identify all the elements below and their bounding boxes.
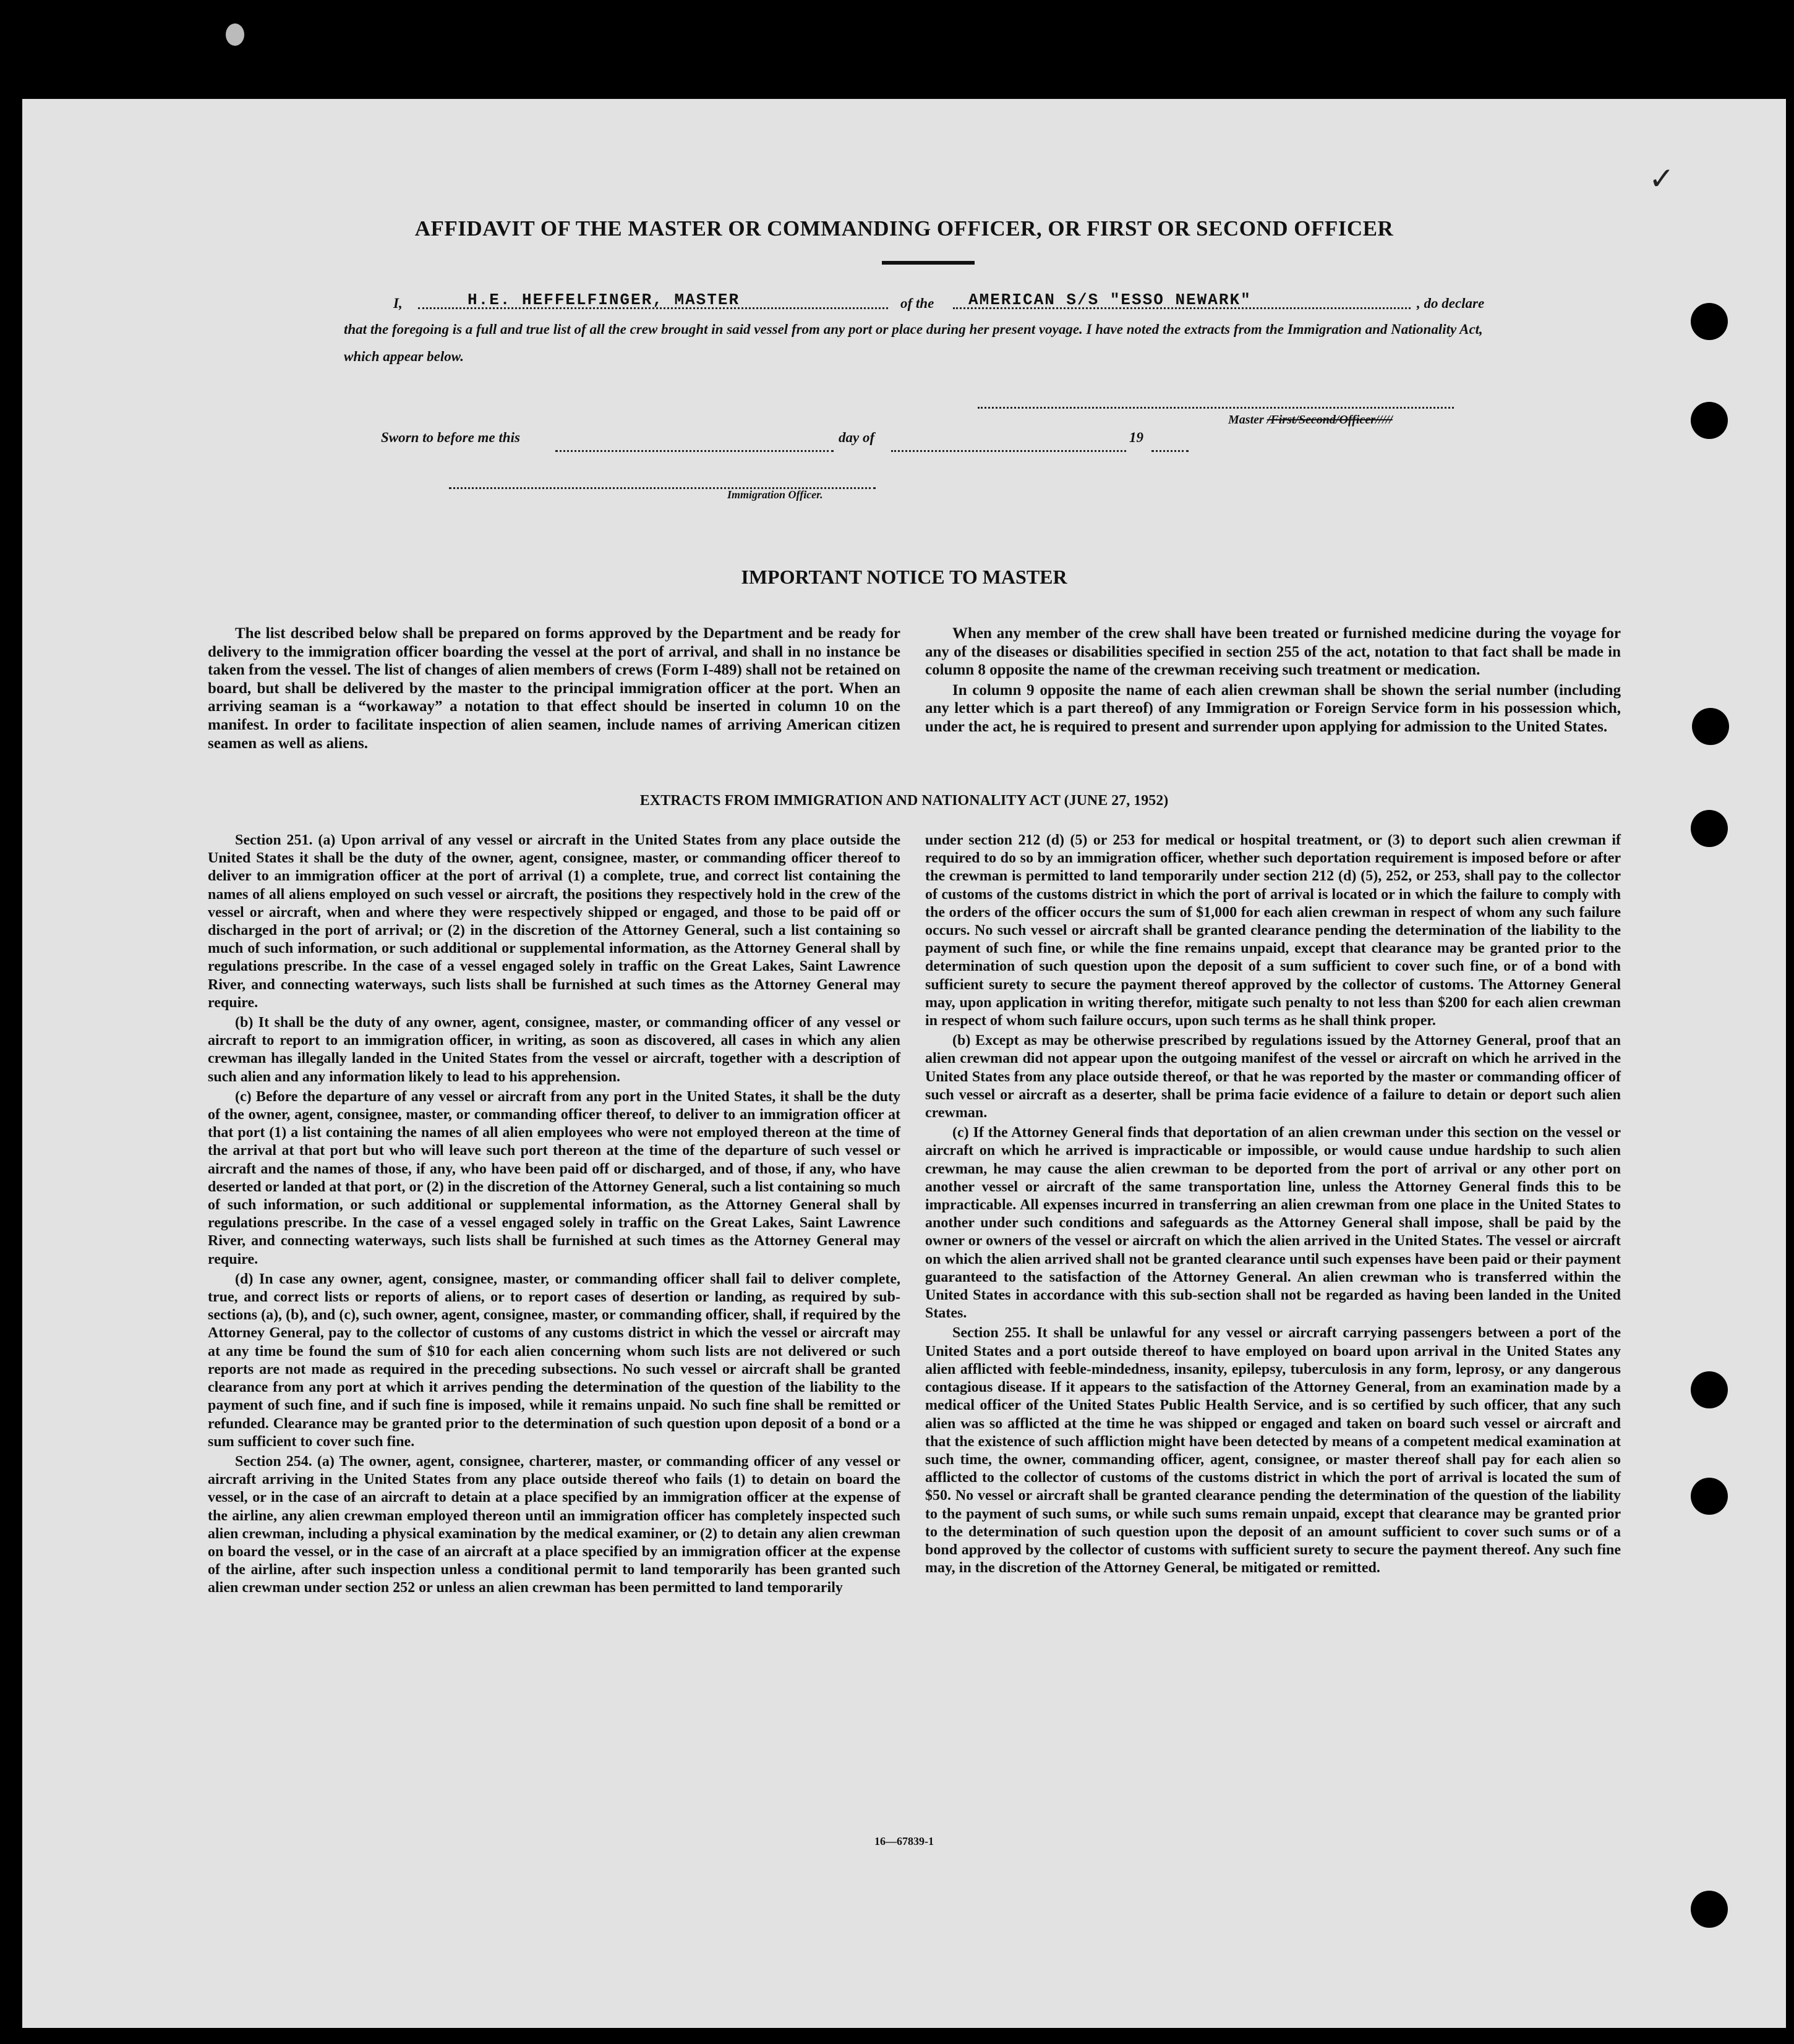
sworn-label: Sworn to before me this [381,430,520,445]
punch-hole-2 [1691,402,1728,439]
notice-heading: IMPORTANT NOTICE TO MASTER [741,566,1067,588]
extracts-left-column [208,832,900,1599]
extract-left-paragraph-5: Section 254. (a) The owner, agent, consignee, charterer, master, or commanding officer of any vessel or aircraft arriving in the United States from any place outside thereof who fails (1) to detain on board the vessel, or in the case of an aircraft to detain at a place specified by an immigration officer at the expense of the airline, any alien crewman employed thereon until an immigration officer has completely inspected such alien crewman, including a physical examination by the medical examiner, or (2) to detain any alien crewman on board the vessel, or in the case of an aircraft at a place specified by an immigration officer at the expense of the airline, after such inspection unless a conditional permit to land temporarily has been granted such alien crewman under section 252 or unless an alien crewman has been permitted to land temporarily [208,1453,900,1596]
immigration-officer-dotted-line [449,476,876,489]
pencil-check-mark: ✓ [1649,161,1675,196]
form-page [22,99,1786,2028]
name-field-value: H.E. HEFFELFINGER, MASTER [468,291,740,309]
signature-label [1228,413,1393,427]
punch-hole-3 [1692,708,1729,745]
declaration-line [344,287,1488,320]
extract-left-paragraph-2: (b) It shall be the duty of any owner, agent, consignee, master, or commanding officer of any vessel or aircraft to report to an immigration officer, in writing, as soon as discovered, all cases in which any alien crewman has illegally landed in the United States from the vessel or aircraft, together with a description of such alien and any information likely to lead to his apprehension. [208,1015,900,1085]
extracts-heading: EXTRACTS FROM IMMIGRATION AND NATIONALITY ACT (JUNE 27, 1952) [639,793,1169,809]
do-declare-label: , do declare [1417,296,1485,311]
immigration-officer-label: Immigration Officer. [727,488,823,501]
title-underline [882,261,975,265]
extract-right-paragraph-4: Section 255. It shall be unlawful for any vessel or aircraft carrying passengers between a port of the United States and a port outside thereof to have employed on board upon arrival in the United States any alien afflicted with feeble-mindedness, insanity, epilepsy, tuberculosis in any form, leprosy, or any dangerous contagious disease. If it appears to the satisfaction of the Attorney General, from an examination made by a medical officer of the United States Public Health Service, and is so certified by such officer, that any such alien was so afflicted at the time he was shipped or engaged and taken on board such vessel or aircraft and that the existence of such affliction might have been detected by means of a competent medical examination at such time, the owner, commanding officer, agent, consignee, or master thereof shall pay for each alien so afflicted to the collector of customs of the customs district in which the port of arrival is located the sum of $50. No vessel or aircraft shall be granted clearance pending the determination of the question of the liability to the payment of such sums, or while such sums remain unpaid, except that clearance may be granted prior to the determination of such question upon the deposit of an amount sufficient to cover such sums or of a bond approved by the collector of customs with sufficient surety to secure the payment thereof. Any such fine may, in the discretion of the Attorney General, be mitigated or remitted. [925,1325,1621,1577]
declaration-block [344,287,1488,370]
notice-right-paragraph-2: In column 9 opposite the name of each alien crewman shall be shown the serial number (including any letter which is a part thereof) of any Immigration or Foreign Service form in his possession which, under the act, he is required to present and surrender upon applying for admission to the United States. [925,681,1621,735]
declaration-body: that the foregoing is a full and true list of all the crew brought in said vessel from any port or place during her present voyage. I have noted the extracts from the Immigration and Nationality Act, which appear below. [344,322,1483,364]
extract-left-paragraph-4: (d) In case any owner, agent, consignee, master, or commanding officer shall fail to deliver complete, true, and correct lists or reports of aliens, or to report cases of desertion or landing, as required by sub-sections (a), (b), and (c), such owner, agent, consignee, master, or commanding officer, shall, if required by the Attorney General, pay to the collector of customs of any customs district in which the vessel or aircraft may at any time be found the sum of $10 for each alien concerning whom such lists are not delivered or such reports are not made as required in the preceding subsections. No such vessel or aircraft shall be granted clearance from any port at which it arrives pending the determination of the question of the liability to the payment of such fine, and if such fine is imposed, while it remains unpaid. No such fine shall be remitted or refunded. Clearance may be granted prior to the determination of such question upon deposit of a bond or a sum sufficient to cover such fine. [208,1271,900,1450]
notice-left-column [208,624,900,754]
struck-through-officer-text: /First/Second/Officer///// [1266,413,1393,427]
punch-hole-6 [1691,1478,1728,1515]
sworn-line [381,430,520,446]
month-dotted-line [891,439,1126,452]
extract-right-paragraph-2: (b) Except as may be otherwise prescribed by regulations issued by the Attorney General, proof that an alien crewman did not appear upon the outgoing manifest of the vessel or aircraft on which he arrived in the United States from any place outside thereof, or that he was reported by the master or commanding officer of such vessel or aircraft as a deserter, shall be prima facie evidence of a failure to detain or deport such alien crewman. [925,1033,1621,1122]
i-label: I, [393,296,403,311]
notice-left-paragraph: The list described below shall be prepared on forms approved by the Department and be ready for delivery to the immigration officer boarding the vessel at the port of arrival, and shall in no instance be taken from the vessel. The list of changes of alien members of crews (Form I-489) shall not be retained on board, but shall be delivered by the master to the principal immigration officer at the port. When an arriving seaman is a “workaway” a notation to that effect should be inserted in column 10 on the manifest. In order to facilitate inspection of alien seamen, include names of arriving American citizen seamen as well as aliens. [208,625,900,752]
signature-master-text: Master [1228,413,1264,427]
year-dotted-line [1151,439,1189,452]
extract-right-paragraph-3: (c) If the Attorney General finds that deportation of an alien crewman under this section on the vessel or aircraft on which he arrived is impracticable or impossible, or would cause undue hardship to such alien crewman, he may cause the alien crewman to be deported from the port of arrival or any other port on another vessel or aircraft of the same transportation line, unless the Attorney General finds this to be impracticable. All expenses incurred in transferring an alien crewman from one place in the United States to another under such conditions and safeguards as the Attorney General shall impose, shall be paid by the owner or owners of the vessel or aircraft on which the alien arrived in the United States. The vessel or aircraft on which the alien arrived shall not be granted clearance until such expenses have been paid or their payment guaranteed to the satisfaction of the Attorney General. An alien crewman who is transferred within the United States in accordance with this sub-section shall not be regarded as having been landed in the United States. [925,1125,1621,1322]
notice-right-column [925,624,1621,738]
extract-left-paragraph-1: Section 251. (a) Upon arrival of any vessel or aircraft in the United States from any place outside the United States it shall be the duty of the owner, agent, consignee, master, or commanding officer thereof to deliver to an immigration officer at the port of arrival (1) a complete, true, and correct list containing the names of all aliens employed on such vessel or aircraft, the positions they respectively hold in the crew of the vessel or aircraft, when and where they were respectively shipped or engaged, and those to be paid off or discharged in the port of arrival; or (2) in the discretion of the Attorney General, such a list containing so much of such information, or such additional or supplemental information, as the Attorney General shall by regulations prescribe. In the case of a vessel engaged solely in traffic on the Great Lakes, Saint Lawrence River, and connecting waterways, such lists shall be furnished at such times as the Attorney General may require. [208,832,900,1011]
punch-hole-4 [1691,810,1728,847]
signature-dotted-line [978,396,1454,409]
notice-right-paragraph-1: When any member of the crew shall have been treated or furnished medicine during the voyage for any of the diseases or disabilities specified in section 255 of the act, notation to that fact shall be made in column 8 opposite the name of the crewman receiving such treatment or medication. [925,625,1621,679]
vessel-field-value: AMERICAN S/S "ESSO NEWARK" [968,291,1252,309]
of-the-label: of the [900,296,934,311]
punch-hole-7 [1691,1891,1728,1928]
affidavit-title: AFFIDAVIT OF THE MASTER OR COMMANDING OFFICER, OR FIRST OR SECOND OFFICER [414,216,1394,241]
form-code-footer: 16—67839-1 [874,1835,934,1847]
punch-hole-5 [1691,1371,1728,1408]
extracts-right-column [925,832,1621,1579]
extract-right-paragraph-1: under section 212 (d) (5) or 253 for medical or hospital treatment, or (3) to deport such alien crewman if required to do so by an immigration officer, whether such deportation requirement is imposed before or after the crewman is permitted to land temporarily under section 212 (d) (5), 252, or 253, shall pay to the collector of customs of the customs district in which the port of arrival is located or in which the failure to comply with the orders of the officer occurs the sum of $1,000 for each alien crewman in respect of whom any such failure occurs. No such vessel or aircraft shall be granted clearance pending the determination of the liability to the payment of such fine, or while the fine remains unpaid, except that clearance may be granted prior to the determination of such question upon the deposit of a sum sufficient to cover such fine, or of a bond with sufficient surety to secure the payment thereof approved by the collector of customs. The Attorney General may, upon application in writing therefor, mitigate such penalty to not less than $200 for each alien crewman in respect of whom such failure occurs, upon such terms as he shall think proper. [925,832,1621,1029]
year-label: 19 [1129,430,1143,445]
punch-hole-1 [1691,303,1728,340]
extract-left-paragraph-3: (c) Before the departure of any vessel or aircraft from any port in the United States, it shall be the duty of the owner, agent, consignee, master, or commanding officer thereof, to deliver to an immigration officer at that port (1) a list containing the names of all alien employees who were not employed thereon at the time of the arrival at that port but who will leave such port thereon at the time of the departure of such vessel or aircraft and the names of those, if any, who have been paid off or discharged, and of those, if any, who have deserted or landed at that port, or (2) in the discretion of the Attorney General, such a list containing so much of such information, or such additional or supplemental information, as the Attorney General shall by regulations prescribe. In the case of a vessel engaged solely in traffic on the Great Lakes, Saint Lawrence River, and connecting waterways, such lists shall be furnished at such times as the Attorney General may require. [208,1088,900,1267]
day-of-label: day of [839,430,875,445]
sworn-date-dotted-line [555,439,834,452]
corner-speck [226,23,244,46]
